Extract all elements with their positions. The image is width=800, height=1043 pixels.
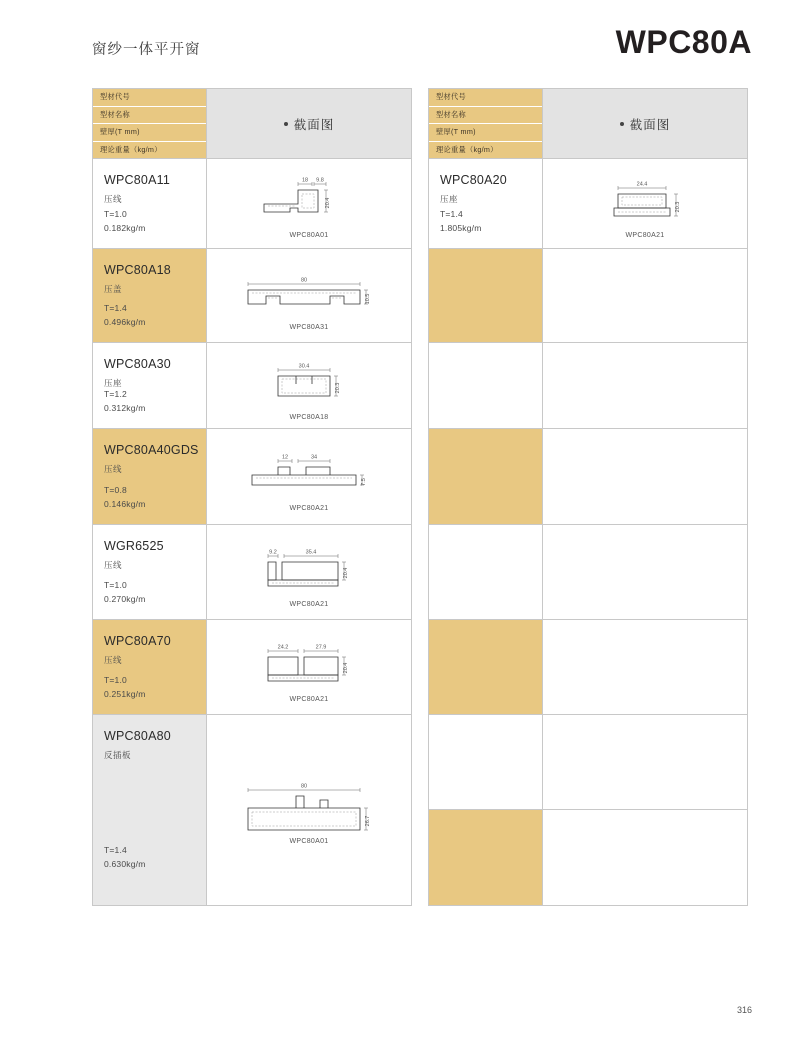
profile-weight: 0.630kg/m — [104, 859, 146, 869]
figure-label: WPC80A31 — [289, 324, 329, 331]
svg-text:27.9: 27.9 — [315, 644, 327, 651]
profile-name: 反插板 — [104, 750, 132, 760]
profile-weight: 0.251kg/m — [104, 689, 146, 699]
page-title: 窗纱一体平开窗 — [92, 42, 201, 58]
row-figure-cell — [543, 343, 747, 428]
row-info-cell — [429, 810, 543, 905]
row-info-cell — [429, 525, 543, 619]
row-info-cell — [429, 343, 543, 428]
svg-text:26.7: 26.7 — [365, 815, 371, 827]
table-header-right — [429, 89, 747, 159]
svg-text:9.2: 9.2 — [269, 549, 277, 556]
bullet-icon — [284, 122, 288, 126]
svg-text:12: 12 — [281, 454, 289, 460]
table-row — [93, 343, 411, 429]
profile-code: WPC80A80 — [104, 729, 171, 743]
row-figure-cell — [207, 715, 411, 905]
table-header-left — [93, 89, 411, 159]
svg-text:20.3: 20.3 — [335, 382, 341, 393]
row-figure-cell — [543, 159, 747, 248]
svg-text:18: 18 — [301, 177, 309, 183]
profile-weight: 0.270kg/m — [104, 594, 146, 604]
profile-name: 压座 — [440, 194, 459, 204]
profile-thickness: T=1.0 — [104, 580, 127, 590]
header-label-column — [93, 89, 207, 158]
row-info-cell — [93, 429, 207, 524]
header-label-thickness-right: 壁厚(T mm) — [429, 124, 542, 142]
profile-name: 压线 — [104, 655, 123, 665]
row-figure-cell — [207, 159, 411, 248]
profile-name: 压座 — [104, 378, 123, 388]
page-number: 316 — [736, 1005, 752, 1015]
header-label-code: 型材代号 — [93, 89, 206, 107]
svg-text:10.5: 10.5 — [365, 293, 371, 304]
figure-label: WPC80A01 — [289, 232, 329, 239]
header-section-title-right — [543, 89, 747, 158]
table-row — [429, 249, 747, 343]
row-figure-cell — [543, 715, 747, 809]
profile-name: 压盖 — [104, 284, 123, 294]
profile-code: WPC80A18 — [104, 263, 171, 277]
profile-code: WPC80A11 — [104, 173, 170, 187]
row-info-cell — [93, 715, 207, 905]
table-row — [429, 343, 747, 429]
table-row — [429, 159, 747, 249]
header-label-weight-right: 理论重量（kg/m） — [436, 144, 498, 154]
table-row — [429, 715, 747, 810]
profile-code: WPC80A70 — [104, 634, 171, 648]
row-info-cell — [93, 343, 207, 428]
table-row — [93, 159, 411, 249]
profile-table-left — [92, 88, 412, 906]
profile-code: WPC80A20 — [440, 173, 507, 187]
profile-code: WGR6525 — [104, 539, 164, 553]
row-figure-cell — [543, 810, 747, 905]
svg-text:20.3: 20.3 — [675, 201, 681, 212]
svg-text:20.4: 20.4 — [343, 662, 349, 674]
svg-text:9.8: 9.8 — [316, 177, 324, 183]
profile-weight: 0.146kg/m — [104, 499, 146, 509]
svg-text:24.2: 24.2 — [277, 644, 289, 651]
row-figure-cell — [207, 525, 411, 619]
row-info-cell — [429, 249, 543, 342]
row-figure-cell — [207, 249, 411, 342]
row-figure-cell — [543, 620, 747, 714]
figure-label: WPC80A18 — [289, 414, 329, 421]
svg-text:20.4: 20.4 — [325, 197, 331, 208]
figure-label: WPC80A21 — [289, 505, 329, 512]
table-row — [429, 620, 747, 715]
profile-weight: 0.182kg/m — [104, 223, 146, 233]
table-row — [429, 810, 747, 905]
header-label-thickness: 壁厚(T mm) — [93, 124, 206, 142]
row-info-cell — [429, 429, 543, 524]
profile-weight: 0.496kg/m — [104, 317, 146, 327]
page-header — [0, 24, 800, 76]
figure-label: WPC80A21 — [625, 232, 665, 239]
svg-text:7.5: 7.5 — [361, 477, 367, 486]
profile-thickness: T=1.4 — [104, 845, 127, 855]
profile-thickness: T=1.2 — [104, 389, 127, 399]
figure-label: WPC80A21 — [289, 695, 329, 703]
header-section-title — [207, 89, 411, 158]
profile-thickness: T=0.8 — [104, 485, 127, 495]
bullet-icon — [620, 122, 624, 126]
row-figure-cell — [207, 429, 411, 524]
header-label-code-right: 型材代号 — [429, 89, 542, 107]
row-figure-cell — [543, 525, 747, 619]
section-title-text: 截面图 — [293, 117, 335, 132]
header-label-name: 型材名称 — [93, 107, 206, 125]
svg-text:24.4: 24.4 — [636, 181, 648, 187]
row-info-cell — [429, 620, 543, 714]
profile-thickness: T=1.0 — [104, 675, 127, 685]
table-body-left — [93, 159, 411, 905]
svg-text:35.4: 35.4 — [305, 549, 317, 556]
row-info-cell — [93, 159, 207, 248]
profile-weight: 0.312kg/m — [104, 403, 146, 413]
table-row — [429, 429, 747, 525]
row-figure-cell — [207, 343, 411, 428]
header-label-weight: 理论重量（kg/m） — [100, 144, 162, 154]
table-row — [93, 620, 411, 715]
profile-code: WPC80A30 — [104, 357, 171, 371]
svg-text:80: 80 — [300, 783, 308, 790]
table-row — [93, 429, 411, 525]
table-row — [429, 525, 747, 620]
cross-section-figure — [207, 715, 411, 905]
figure-label: WPC80A01 — [289, 838, 329, 845]
section-title-text-right: 截面图 — [629, 117, 671, 132]
profile-weight: 1.805kg/m — [440, 223, 482, 233]
row-info-cell — [429, 715, 543, 809]
header-label-column-right — [429, 89, 543, 158]
table-body-right — [429, 159, 747, 905]
row-info-cell — [429, 159, 543, 248]
profile-name: 压线 — [104, 560, 123, 570]
svg-text:30.4: 30.4 — [298, 363, 310, 369]
profile-thickness: T=1.4 — [440, 209, 463, 219]
profile-name: 压线 — [104, 194, 123, 204]
table-row — [93, 525, 411, 620]
svg-text:20.4: 20.4 — [343, 567, 349, 579]
profile-code: WPC80A40GDS — [104, 443, 199, 457]
row-figure-cell — [543, 429, 747, 524]
profile-thickness: T=1.4 — [104, 303, 127, 313]
profile-table-right — [428, 88, 748, 906]
row-info-cell — [93, 620, 207, 714]
table-row — [93, 249, 411, 343]
row-figure-cell — [207, 620, 411, 714]
profile-name: 压线 — [104, 464, 123, 474]
table-row — [93, 715, 411, 905]
profile-thickness: T=1.0 — [104, 209, 127, 219]
svg-text:80: 80 — [300, 277, 308, 283]
svg-text:34: 34 — [310, 454, 318, 460]
row-figure-cell — [543, 249, 747, 342]
series-code: WPC80A — [615, 24, 752, 60]
row-info-cell — [93, 525, 207, 619]
figure-label: WPC80A21 — [289, 600, 329, 608]
header-label-name-right: 型材名称 — [429, 107, 542, 125]
row-info-cell — [93, 249, 207, 342]
